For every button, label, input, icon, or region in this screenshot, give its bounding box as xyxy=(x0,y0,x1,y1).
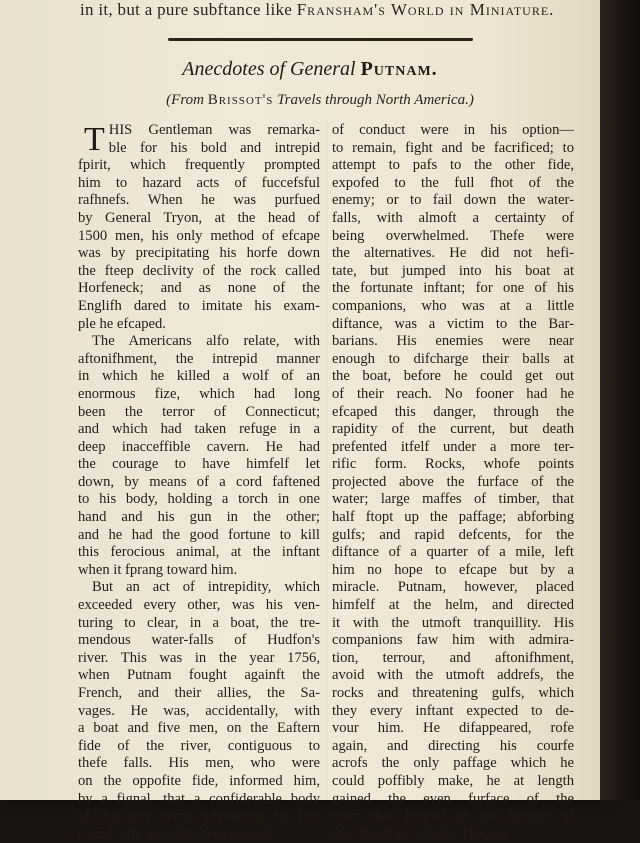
text-line: when Putnam fought againft the xyxy=(78,667,320,684)
text-line: projected above the furface of the xyxy=(332,473,574,490)
text-line: vour him. He difappeared, rofe xyxy=(332,720,574,737)
article-title xyxy=(120,58,500,81)
text-line: rocks and threatening gulfs, which xyxy=(332,685,574,701)
text-line: this ferocious animal, at the inftant xyxy=(78,544,320,561)
text-line: and which had taken refuge in a xyxy=(78,421,320,438)
text-line: But an act of intrepidity, which xyxy=(92,579,320,596)
text-line: deep inacceffible cavern. He had xyxy=(78,438,320,455)
text-line: the fteep declivity of the rock called xyxy=(78,262,320,279)
article-title-name: Putnam. xyxy=(360,58,438,80)
text-line: avoid with the utmoft addrefs, the xyxy=(332,667,574,684)
text-line: could poffibly make, he at length xyxy=(332,772,574,789)
article-subtitle xyxy=(120,92,520,109)
text-line: attempt to pafs to the other fide, xyxy=(332,157,574,174)
text-line: a boat and five men, on the Eaftern xyxy=(78,720,320,737)
text-line: this dreadful cafcade. The Sa- xyxy=(332,825,507,842)
drop-cap: T xyxy=(84,121,105,158)
text-line: turing to clear, in a boat, the tre- xyxy=(78,614,320,631)
text-line: Horfeneck; and as none of the xyxy=(78,280,320,297)
text-line: in which he killed a wolf of an xyxy=(78,368,320,385)
text-line: him to hazard acts of fuccefsful xyxy=(78,174,320,191)
text-line: French, and their allies, the Sa- xyxy=(78,685,320,701)
text-line: vages. He was, accidentally, with xyxy=(78,702,320,719)
text-line: down, by means of a cord faftened xyxy=(78,473,320,490)
text-line: tate, but jumped into his boat at xyxy=(332,262,574,279)
text-line: by a fignal, that a confiderable body xyxy=(78,790,320,807)
right-text-column xyxy=(332,122,574,842)
text-line: been the terror of Connecticut; xyxy=(78,403,320,420)
article-title-italic: Anecdotes of General xyxy=(182,58,356,80)
text-line: prefented itfelf under a more ter- xyxy=(332,438,574,455)
text-line: ple he efcaped. xyxy=(78,315,166,332)
text-line: Englifh dared to imitate his exam- xyxy=(78,297,320,314)
text-line: the boat, before he could get out xyxy=(332,368,574,385)
text-line: THIS Gentleman was remarka- xyxy=(84,121,320,158)
text-line: The Americans alfo relate, with xyxy=(92,333,320,350)
text-line: of their reach. No fooner had he xyxy=(332,385,574,402)
text-line: him no hope to efcape but by a xyxy=(332,561,574,578)
text-line: hand and his gun in the other; xyxy=(78,509,320,526)
text-line: acrofs the only paffage which he xyxy=(332,755,574,772)
text-line: rapidity of the current, but death xyxy=(332,421,574,438)
section-divider xyxy=(168,38,473,41)
text-line: barians. His enemies were near xyxy=(332,333,574,350)
text-line: and he had the good fortune to kill xyxy=(78,526,320,543)
text-line: the fortunate inftant; for one of his xyxy=(332,280,574,297)
text-line: thefe falls. His men, who were xyxy=(78,755,320,772)
text-line: river. This was in the year 1756, xyxy=(78,649,320,666)
previous-article-fragment xyxy=(80,0,600,22)
text-line: rific form. Rocks, whofe points xyxy=(332,456,574,473)
text-line: of conduct were in his option— xyxy=(332,122,574,138)
subtitle-author: Brissot's xyxy=(207,92,274,108)
text-line: diftance of a quarter of a mile, left xyxy=(332,544,574,561)
text-line: to his body, holding a torch in one xyxy=(78,491,320,508)
text-line: the alternatives. He did not hefi- xyxy=(332,245,574,262)
subtitle-pre: (From xyxy=(166,92,204,108)
text-line: diftance, was a victim to the Bar- xyxy=(332,315,574,332)
text-line: fide of the river, contiguous to xyxy=(78,737,320,754)
text-line: exceeded every other, was his ven- xyxy=(78,597,320,614)
text-line: expofed to the full fhot of the xyxy=(332,174,574,191)
text-line: of Savages were advancing to fur- xyxy=(78,808,320,825)
text-line: being overwhelmed. Thefe were xyxy=(332,227,574,244)
text-line: gulfs; and rapid defcents, for the xyxy=(332,526,574,543)
text-line: rafhnefs. When he was purfued xyxy=(78,192,320,209)
text-line: half ftopt up the paffage; abforbing xyxy=(332,509,574,526)
text-line: fpirit, which frequently prompted xyxy=(78,157,320,174)
text-line: efcaped this danger, through the xyxy=(332,403,574,420)
text-line: miracle. Putnam, however, placed xyxy=(332,579,574,596)
text-line: water; large maffes of timber, that xyxy=(332,491,574,508)
text-line: again, and directing his courfe xyxy=(332,737,574,754)
text-line: tion, terrour, and aftonifhment, xyxy=(332,649,574,666)
text-line: companions faw him with admira- xyxy=(332,632,574,649)
subtitle-post: Travels through North America.) xyxy=(277,92,474,108)
text-line: round him, and that there was not xyxy=(78,825,274,842)
text-line: mendous water-falls of Hudfon's xyxy=(78,632,320,649)
text-line: enough to difcharge their balls at xyxy=(332,350,574,367)
text-line: it with the utmoft tranquillity. His xyxy=(332,614,574,631)
text-line: falls, with almoft a certainty of xyxy=(332,209,574,226)
text-line: on the oppofite fide, informed him, xyxy=(78,772,320,789)
text-line: was by precipitating his horfe down xyxy=(78,245,320,262)
text-line: by General Tryon, at the head of xyxy=(78,209,320,226)
text-line: himfelf at the helm, and directed xyxy=(332,597,574,614)
text-line: 1500 men, his only method of efcape xyxy=(78,227,320,244)
text-line: enemy; or to fail down the water- xyxy=(332,192,574,209)
text-line: they every inftant expected to de- xyxy=(332,702,574,719)
left-text-column xyxy=(78,121,320,842)
column-gutter xyxy=(326,120,327,800)
page-edge-shadow xyxy=(600,0,640,800)
text-line: gained the even furface of the xyxy=(332,790,574,807)
text-line: river that flowed at the bottom of xyxy=(332,808,574,825)
text-line: enormous fize, which had long xyxy=(78,385,320,402)
text-line: companions, who was at a little xyxy=(332,297,574,314)
text-line: ble for his bold and intrepid xyxy=(108,139,320,156)
text-line: aftonifhment, the intrepid manner xyxy=(78,350,320,367)
previous-article-title-ref: Fransham's World in Miniature. xyxy=(296,0,555,19)
previous-article-text: in it, but a pure subftance like xyxy=(80,0,293,19)
text-line: the courage to have himfelf let xyxy=(78,456,320,473)
text-line: when it fprang toward him. xyxy=(78,561,238,578)
text-line: to remain, fight and be facrificed; to xyxy=(332,139,574,156)
